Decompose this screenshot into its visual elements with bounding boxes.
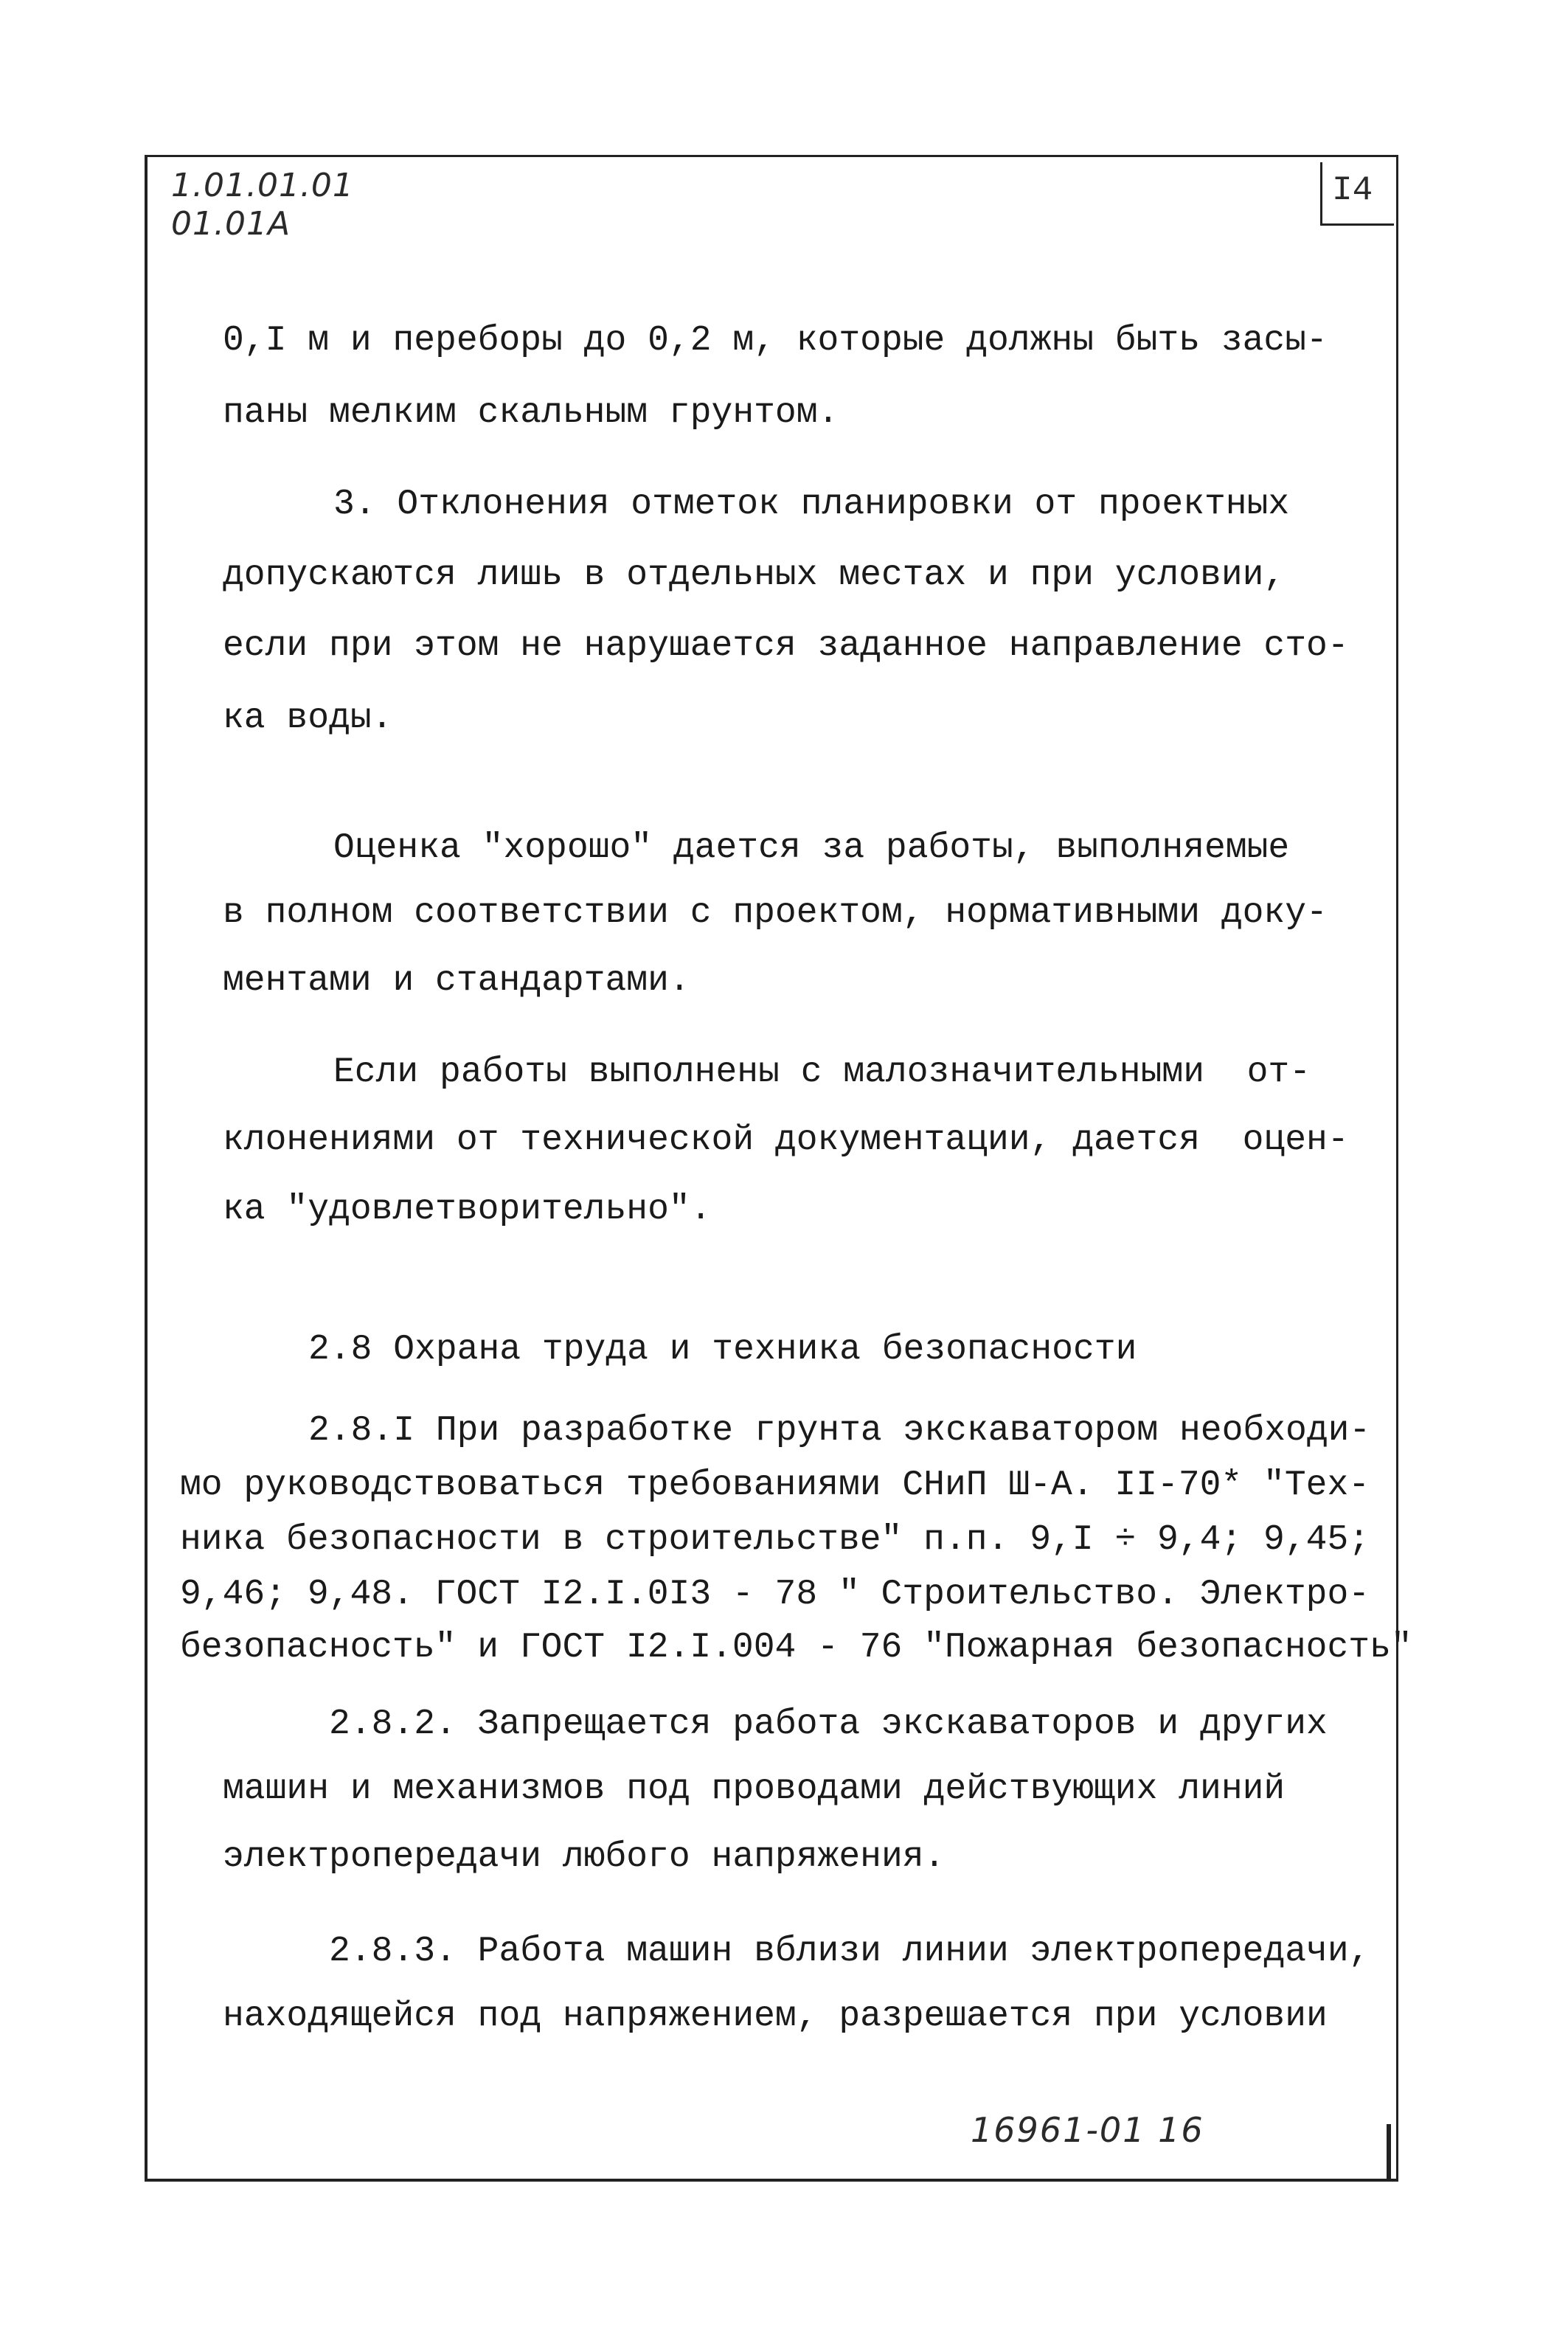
archive-stamp: 16961-01 16 (971, 2110, 1204, 2150)
text-line: ментами и стандартами. (223, 961, 690, 1001)
text-line: безопасность" и ГОСТ I2.I.004 - 76 "Пожарная безопасность" (180, 1628, 1412, 1668)
text-line: в полном соответствии с проектом, нормативными доку- (223, 893, 1328, 933)
text-line: 2.8.I При разработке грунта экскаватором необходи- (308, 1411, 1371, 1451)
text-line: ка воды. (223, 698, 393, 738)
document-code-line-1: 1.01.01.01 (171, 167, 354, 204)
text-line: 9,46; 9,48. ГОСТ I2.I.0I3 - 78 " Строительство. Электро- (180, 1575, 1370, 1614)
page-number: I4 (1332, 171, 1373, 209)
text-line: если при этом не нарушается заданное направление сто- (223, 626, 1349, 666)
text-line: ника безопасности в строительстве" п.п. 9,I ÷ 9,4; 9,45; (180, 1520, 1370, 1560)
frame-corner-mark (1387, 2124, 1391, 2182)
text-line: машин и механизмов под проводами действующих линий (223, 1769, 1286, 1809)
text-line: ка "удовлетворительно". (223, 1190, 712, 1229)
text-line: 2.8.3. Работа машин вблизи линии электропередачи, (329, 1932, 1370, 1971)
text-line: клонениями от технической документации, дается оцен- (223, 1120, 1349, 1160)
text-line: 2.8.2. Запрещается работа экскаваторов и других (329, 1704, 1328, 1744)
text-line: находящейся под напряжением, разрешается при условии (223, 1997, 1328, 2036)
text-line: паны мелким скальным грунтом. (223, 393, 839, 433)
document-code (171, 167, 354, 243)
text-line: мо руководствоваться требованиями СНиП Ш-А. II-70* "Тех- (180, 1465, 1370, 1505)
text-line: допускаются лишь в отдельных местах и при условии, (223, 555, 1286, 595)
document-code-line-2: 01.01A (171, 205, 291, 243)
text-line: электропередачи любого напряжения. (223, 1837, 946, 1877)
text-line: Если работы выполнены с малозначительными от- (333, 1052, 1311, 1092)
text-line: Оценка "хорошо" дается за работы, выполняемые (333, 828, 1290, 868)
text-line: 0,I м и переборы до 0,2 м, которые должны быть засы- (223, 321, 1328, 361)
text-line: 3. Отклонения отметок планировки от проектных (333, 485, 1290, 524)
section-heading: 2.8 Охрана труда и техника безопасности (308, 1330, 1137, 1370)
